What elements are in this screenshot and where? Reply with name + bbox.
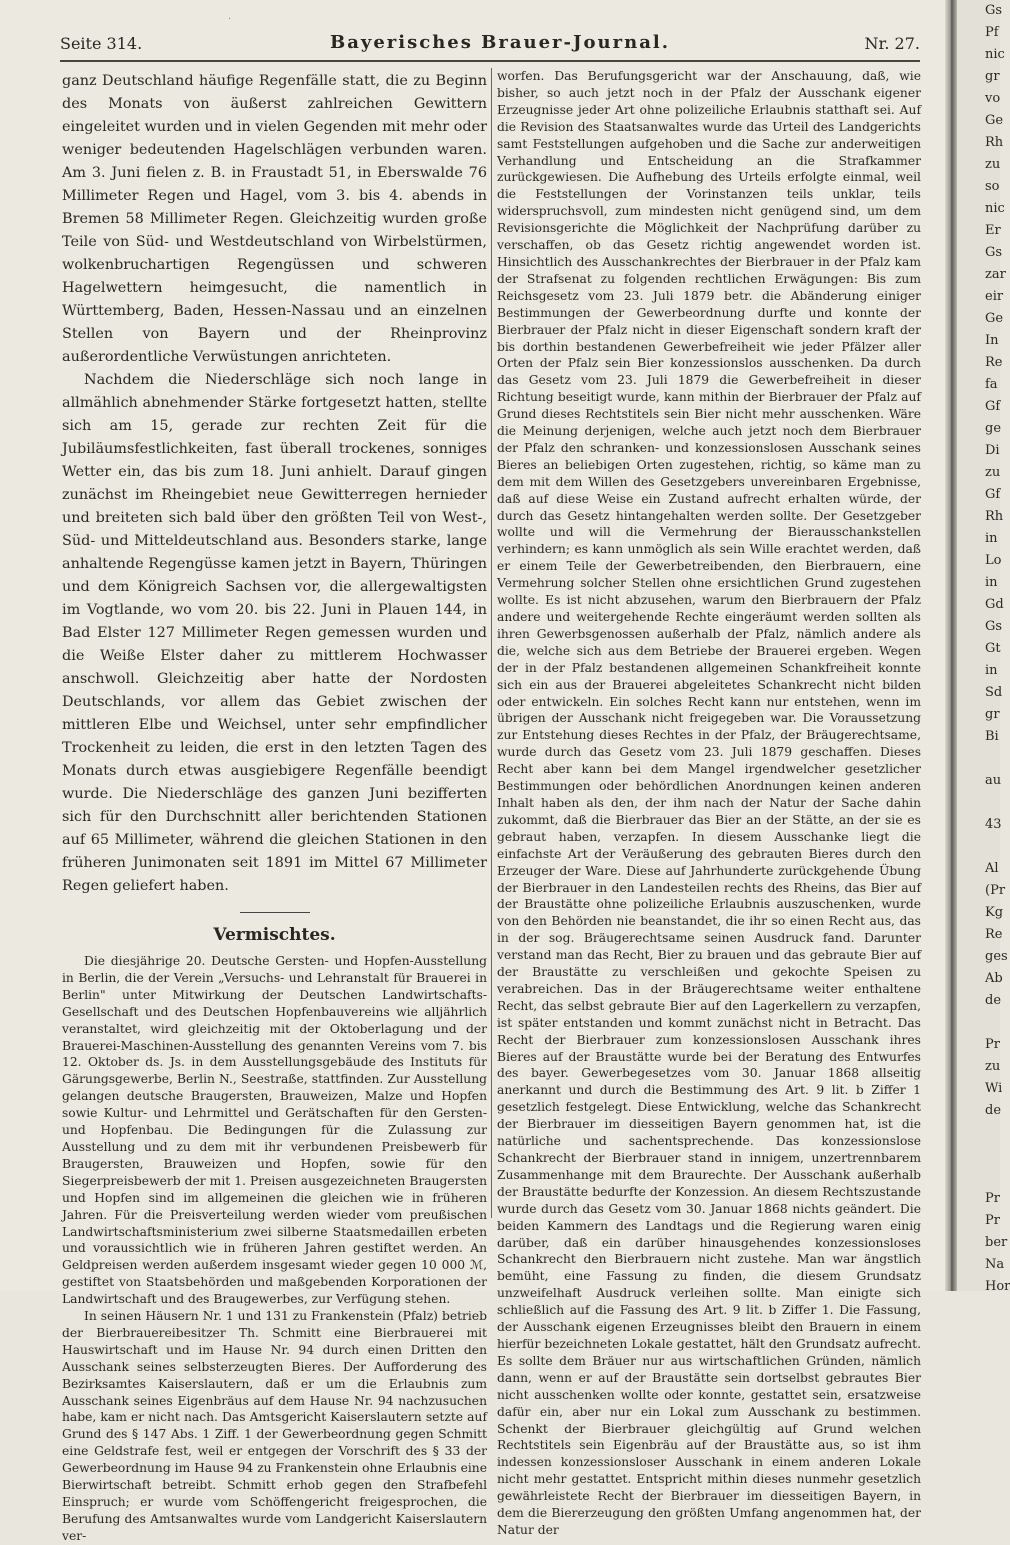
adjacent-page-fragment: Rh (985, 509, 1004, 524)
adjacent-page-fragment: In (985, 333, 999, 348)
adjacent-page-fragment: Ge (985, 311, 1004, 326)
adjacent-page-fragment: Lo (985, 553, 1002, 568)
exhibition-paragraph: Die diesjährige 20. Deutsche Gersten- und Hopfen-Ausstellung in Berlin, die der Verein „Versuchs- und Lehranstalt für Brauerei in Berlin" unter Mitwirkung der Deutschen Landwirtschafts-Gesellschaft und des Deutschen Hopfenbauvereins wie alljährlich veranstaltet, wird gleichzeitig mit der Oktoberlagung und der Brauerei-Maschinen-Ausstellung des genannten Vereins vom 7. bis 12. Oktober ds. Js. in dem Ausstellungsgebäude des Instituts für Gärungsgewerbe, Berlin N., Seestraße, stattfinden. Zur Ausstellung gelangen deutsche Braugersten, Brauweizen, Malze und Hopfen sowie Kultur- und Lehrmittel und Gerätschaften für den Gersten- und Hopfenbau. Die Bedingungen für die Zulassung zur Ausstellung und zu dem mit ihr verbundenen Preisbewerb für Braugersten, Brauweizen und Hopfen, sowie für den Siegerpreisbewerb der mit 1. Preisen ausgezeichneten Braugersten und Hopfen sind im allgemeinen die gleichen wie in früheren Jahren. Für die Preisverteilung werden wieder vom preußischen Landwirtschaftsministerium zwei silberne Staatsmedaillen erbeten und voraussichtlich wie in früheren Jahren gestiftet werden. An Geldpreisen werden außerdem insgesamt wieder gegen 10 000 ℳ, gestiftet von Staatsbehörden und maßgebenden Korporationen der Landwirtschaft und des Braugewerbes, zur Verfügung stehen. (62, 954, 487, 1307)
adjacent-page-fragment: ges (985, 949, 1008, 964)
adjacent-page-fragment (957, 1012, 1000, 1034)
adjacent-page-fragment: gr (985, 707, 1000, 722)
left-column (62, 70, 487, 1543)
adjacent-page-fragment: zu (985, 465, 1001, 480)
adjacent-page-fragment: zu (985, 1059, 1001, 1074)
adjacent-page-fragment: Na (985, 1257, 1005, 1272)
adjacent-page-fragment: in (985, 531, 998, 546)
section-divider (240, 912, 310, 913)
adjacent-page-fragment: Pr (985, 1191, 1000, 1206)
page-header (60, 30, 920, 60)
adjacent-page-fragment: de (985, 1103, 1002, 1118)
adjacent-page-fragment: Sd (985, 685, 1003, 700)
adjacent-page-fragment: zar (985, 267, 1006, 282)
page-number: Seite 314. (60, 34, 143, 53)
adjacent-page-fragment: Re (985, 927, 1003, 942)
adjacent-page-fragment: fa (985, 377, 998, 392)
adjacent-page-fragment: Ab (985, 971, 1003, 986)
adjacent-page-fragment: vo (985, 91, 1001, 106)
adjacent-page-fragment: Ge (985, 113, 1004, 128)
adjacent-page-fragment: nic (985, 201, 1005, 216)
adjacent-page-fragment (957, 1122, 1000, 1144)
adjacent-page-fragment: gr (985, 69, 1000, 84)
adjacent-page-fragment (957, 792, 1000, 814)
adjacent-page-fragment: Wi (985, 1081, 1003, 1096)
adjacent-page-fragment (957, 836, 1000, 858)
adjacent-page-fragment: Gf (985, 487, 1001, 502)
adjacent-page-fragment: Gs (985, 3, 1003, 18)
adjacent-page-fragment: Gs (985, 619, 1003, 634)
adjacent-page-fragment: Kg (985, 905, 1004, 920)
adjacent-page-fragment: Re (985, 355, 1003, 370)
adjacent-page-fragment (957, 748, 1000, 770)
adjacent-page-fragment: in (985, 575, 998, 590)
adjacent-page-fragment: (Pr (985, 883, 1006, 898)
adjacent-page-fragment: Bi (985, 729, 999, 744)
adjacent-page-fragment: 43 (985, 817, 1002, 832)
adjacent-page-fragment: Gd (985, 597, 1004, 612)
adjacent-page-fragment: de (985, 993, 1002, 1008)
adjacent-page-edge (957, 0, 1010, 1294)
section-title: Vermischtes. (213, 925, 336, 945)
weather-paragraph: ganz Deutschland häufige Regenfälle statt, die zu Beginn des Monats von äußerst zahlreichen Gewittern eingeleitet wurden und in vielen Gegenden mit mehr oder weniger bedeutenden Hagelschlägen verbunden waren. Am 3. Juni fielen z. B. in Fraustadt 51, in Eberswalde 76 Millimeter Regen und Hagel, vom 3. bis 4. abends in Bremen 58 Millimeter Regen. Gleichzeitig wurden große Teile von Süd- und Westdeutschland von Wirbelstürmen, wolkenbruchartigen Regengüssen und schweren Hagelwettern heimgesucht, die namentlich in Württemberg, Baden, Hessen-Nassau und an einzelnen Stellen von Bayern und der Rheinprovinz außerordentliche Verwüstungen anrichteten. (62, 73, 487, 365)
adjacent-page-fragment: Gs (985, 245, 1003, 260)
issue-number: Nr. 27. (864, 34, 920, 53)
adjacent-page-fragment: ber (985, 1235, 1008, 1250)
court-case-paragraph: In seinen Häusern Nr. 1 und 131 zu Frankenstein (Pfalz) betrieb der Bierbrauereibesitzer Th. Schmitt eine Bierbrauerei mit Hauswirtschaft und im Hause Nr. 94 durch einen Dritten den Ausschank seines selbsterzeugten Bieres. Der Aufforderung des Bezirksamtes Kaiserslautern, daß er um die Erlaubnis zum Ausschank seines Eigenbräus auf dem Hause Nr. 94 nachzusuchen habe, kam er nicht nach. Das Amtsgericht Kaiserslautern setzte auf Grund des § 147 Abs. 1 Ziff. 1 der Gewerbeordnung gegen Schmitt eine Geldstrafe fest, weil er entgegen der Vorschrift des § 33 der Gewerbeordnung im Hause 94 zu Frankenstein ohne Erlaubnis eine Bierwirtschaft betreibt. Schmitt erhob gegen den Strafbefehl Einspruch; er wurde vom Schöffengericht freigesprochen, die Berufung des Amtsanwaltes wurde vom Landgericht Kaiserslautern ver- (62, 1309, 487, 1543)
court-ruling-paragraph: worfen. Das Berufungsgericht war der Anschauung, daß, wie bisher, so auch jetzt noch in der Pfalz der Ausschank eigener Erzeugnisse jeder Art ohne polizeiliche Erlaubnis statthaft sei. Auf die Revision des Staatsanwaltes wurde das Urteil des Landgerichts samt Feststellungen aufgehoben und die Sache zur anderweitigen Verhandlung und Entscheidung an die Strafkammer zurückgewiesen. Die Aufhebung des Urteils erfolgte einmal, weil die Feststellungen der Vorinstanzen teils unklar, teils widerspruchsvoll, zum mindesten nicht genügend sind, um dem Revisionsgerichte die Möglichkeit der Nachprüfung darüber zu verschaffen, ob das Gesetz richtig angewendet worden ist. Hinsichtlich des Ausschankrechtes der Bierbrauer in der Pfalz kam der Strafsenat zu folgenden rechtlichen Erwägungen: Bis zum Reichsgesetz vom 23. Juli 1879 betr. die Abänderung einiger Bestimmungen der Gewerbeordnung durfte und konnte der Bierbrauer der Pfalz nicht in dieser Eigenschaft sondern kraft der bis dorthin bestandenen Gewerbefreiheit wie jeder Pfälzer aller Orten der Pfalz sein Bier konzessionslos ausschenken. Da durch das Gesetz vom 23. Juli 1879 die Gewerbefreiheit in dieser Richtung beseitigt wurde, kann mithin der Bierbrauer der Pfalz auf Grund dieses Rechtstitels sein Bier nicht mehr ausschenken. Wäre die Meinung derjenigen, welche auch jetzt noch dem Bierbrauer der Pfalz den schranken- und konzessionslosen Ausschank seines Bieres an beliebigen Orten zugestehen, richtig, so käme man zu dem mit dem Willen des Gesetzgebers unvereinbaren Ergebnisse, daß auf diese Weise ein Zustand aufrecht erhalten würde, der durch das Gesetz hintangehalten werden sollte. Der Gesetzgeber wollte und will die Vermehrung der Bierausschankstellen verhindern; es kann unmöglich als sein Wille erachtet werden, daß er einem Teile der Gewerbetreibenden, den Bierbrauern, eine Vermehrung solcher Stellen ohne ersichtlichen Grund zugestehen wollte. Es ist nicht abzusehen, warum den Bierbrauern der Pfalz andere und weitergehende Rechte eingeräumt werden sollten als ihren Gewerbsgenossen außerhalb der Pfalz, nämlich andere als die, welche sich aus dem Betriebe der Brauerei ergeben. Wegen der in der Pfalz bestandenen allgemeinen Schankfreiheit konnte sich ein aus der Brauerei abgeleitetes Schankrecht nicht bilden oder entwickeln. Ein solches Recht kann nur entstehen, wenn im übrigen der Ausschank nicht freigegeben war. Die Voraussetzung zur Entstehung dieses Rechtes in der Pfalz, der Bräugerechtsame, wurde durch das Gesetz vom 23. Juli 1879 geschaffen. Dieses Recht aber kann bei dem Mangel irgendwelcher gesetzlicher Bestimmungen oder behördlichen Anordnungen keinen anderen Inhalt haben als den, der ihm nach der Natur der Sache dahin zukommt, daß die Bierbrauer das Bier an der Stätte, an der sie es gebraut haben, verzapfen. In diesem Ausschanke liegt die einfachste Art der Veräußerung des gebrauten Bieres durch den Erzeuger der Ware. Diese auf Jahrhunderte zurückgehende Übung der Bierbrauer in den Landesteilen rechts des Rheins, das Bier auf der Braustätte ohne polizeiliche Erlaubnis auszuschenken, wurde von den Behörden nie beanstandet, die ihr so einen Recht aus, das in der sog. Bräugerechtsame seinen Ausdruck fand. Darunter verstand man das Recht, Bier zu brauen und das gebraute Bier auf der Braustätte zu verschleißen und gekochte Speisen zu verabreichen. Das in der Bräugerechtsame weiter enthaltene Recht, das selbst gebraute Bier auf den Lagerkellern zu verzapfen, ist später entstanden und kommt zunächst nicht in Betracht. Das Recht der Bierbrauer zum konzessionslosen Ausschank ihres Bieres auf der Braustätte wurde bei der Beratung des Entwurfes des bayer. Gewerbegesetzes vom 30. Januar 1868 allseitig anerkannt und durch die Bestimmung des Art. 9 lit. b Ziffer 1 gesetzlich festgelegt. Diese Entwicklung, welche das Schankrecht der Bierbrauer im diesseitigen Bayern genommen hat, ist die natürliche und sachentsprechende. Das konzessionslose Schankrecht der Bierbrauer stand in innigem, unzertrennbarem Zusammenhange mit dem Braurechte. Der Ausschank außerhalb der Braustätte bedurfte der Konzession. An diesem Rechtszustande wurde durch das Gesetz vom 30. Januar 1868 nichts geändert. Die beiden Kammern des Landtags und die Regierung waren einig darüber, daß ein darüber hinausgehendes konzessionsloses Schankrecht den Bierbrauern nicht zustehe. Man war ängstlich bemüht, eine Fassung zu finden, die diesem Grundsatz unzweifelhaft Ausdruck verleihen sollte. Man einigte sich schließlich auf die Fassung des Art. 9 lit. b Ziffer 1. Die Fassung, der Ausschank eigenen Erzeugnisses bleibt den Brauern in einem hierfür bezeichneten Lokale gestattet, hält den Grundsatz aufrecht. Es sollte dem Bräuer nur aus wirtschaftlichen Gründen, nämlich dann, wenn er auf der Braustätte sein dortselbst gebrautes Bier nicht ausschenken wollte oder konnte, gestattet sein, ersatzweise dafür ein, aber nur ein Lokal zum Ausschank zu bestimmen. Schenkt der Bierbrauer gleichgültig auf Grund welchen Rechtstitels sein Eigenbräu auf der Braustätte aus, so ist ihm indessen konzessionsloser Ausschank in einem anderen Lokale nicht mehr gestattet. Entspricht mithin dieses nunmehr gesetzlich gewährleistete Recht der Bierbrauer im diesseitigen Bayern, in dem die Biererzeugung den größten Umfang angenommen hat, der Natur der (497, 69, 921, 1537)
adjacent-page-fragment: so (985, 179, 1000, 194)
book-gutter (945, 0, 957, 1291)
adjacent-page-fragment (957, 1166, 1000, 1188)
adjacent-page-fragment: Di (985, 443, 1000, 458)
adjacent-page-fragment: au (985, 773, 1002, 788)
journal-title: Bayerisches Brauer-Journal. (330, 32, 670, 53)
adjacent-page-fragment: Er (985, 223, 1001, 238)
adjacent-page-fragment: Pf (985, 25, 999, 40)
scan-mark: · (228, 14, 232, 25)
right-column (497, 68, 921, 1537)
adjacent-page-fragment: in (985, 663, 998, 678)
adjacent-page-fragment: Gf (985, 399, 1001, 414)
adjacent-page-fragment: Rh (985, 135, 1004, 150)
adjacent-page-fragment: Pr (985, 1213, 1000, 1228)
adjacent-page-fragment: nic (985, 47, 1005, 62)
adjacent-page-fragment: zu (985, 157, 1001, 172)
column-separator (491, 68, 492, 1218)
header-rule (60, 60, 920, 62)
adjacent-page-fragment: Pr (985, 1037, 1000, 1052)
adjacent-page-fragment: Al (985, 861, 999, 876)
weather-paragraph: Nachdem die Niederschläge sich noch lange in allmählich abnehmender Stärke fortgesetzt hatten, stellte sich am 15, gerade zur rechten Zeit für die Jubiläumsfestlichkeiten, fast überall trockenes, sonniges Wetter ein, das bis zum 18. Juni anhielt. Darauf gingen zunächst im Rheingebiet neue Gewitterregen hernieder und breiteten sich bald über den größten Teil von West-, Süd- und Mitteldeutschland aus. Besonders starke, lange anhaltende Regengüsse kamen jetzt in Bayern, Thüringen und dem Königreich Sachsen vor, die allergewaltigsten im Vogtlande, wo vom 20. bis 22. Juni in Plauen 144, in Bad Elster 127 Millimeter Regen gemessen wurden und die Weiße Elster daher zu mittlerem Hochwasser anschwoll. Gleichzeitig aber hatte der Nordosten Deutschlands, vor allem das Gebiet zwischen der mittleren Elbe und Weichsel, unter sehr empfindlicher Trockenheit zu leiden, die erst in den letzten Tagen des Monats durch etwas ausgiebigere Regenfälle beendigt wurde. Die Niederschläge des ganzen Juni bezifferten sich für den Durchschnitt aller berichtenden Stationen auf 65 Millimeter, während die gleichen Stationen in den früheren Junimonaten seit 1891 im Mittel 67 Millimeter Regen geliefert haben. (62, 372, 487, 894)
adjacent-page-fragment: Gt (985, 641, 1001, 656)
adjacent-page-fragment: Hor (985, 1279, 1010, 1294)
adjacent-page-fragment: ge (985, 421, 1002, 436)
adjacent-page-fragment: eir (985, 289, 1004, 304)
adjacent-page-fragment (957, 1144, 1000, 1166)
